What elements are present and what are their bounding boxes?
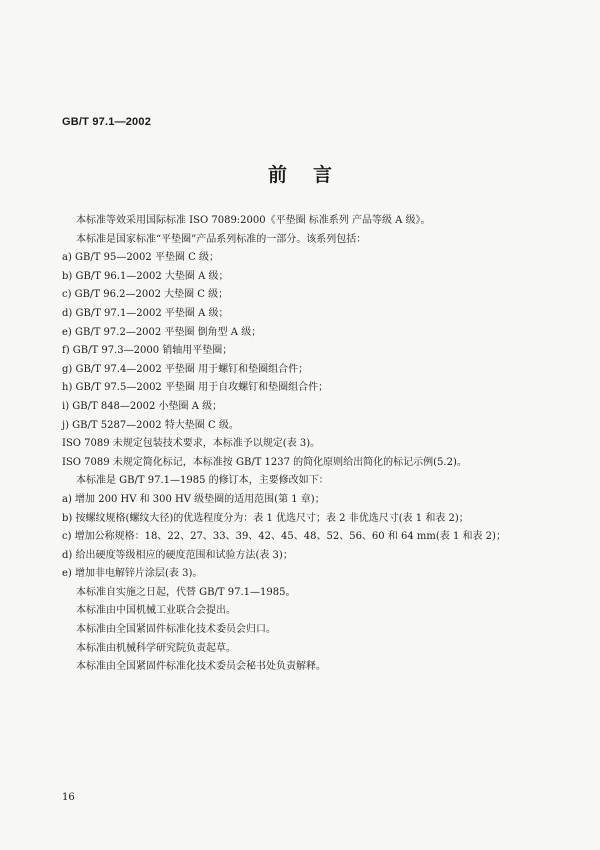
paragraph-line: 本标准由全国紧固件标准化技术委员会归口。 xyxy=(76,624,276,636)
list-item: e) GB/T 97.2—2002 平垫圈 倒角型 A 级； xyxy=(62,326,262,338)
standard-code: GB/T 97.1—2002 xyxy=(62,116,152,128)
list-item: h) GB/T 97.5—2002 平垫圈 用于自攻螺钉和垫圈组合件； xyxy=(62,382,329,394)
list-item: c) GB/T 96.2—2002 大垫圈 C 级； xyxy=(62,289,229,301)
paragraph-line: ISO 7089 未规定包装技术要求，本标准予以规定(表 3)。 xyxy=(62,438,321,450)
paragraph-line: 本标准由机械科学研究院负责起草。 xyxy=(76,642,236,654)
list-item: j) GB/T 5287—2002 特大垫圈 C 级。 xyxy=(62,419,239,431)
list-item: c) 增加公称规格：18、22、27、33、39、42、45、48、52、56、60 和 64 mm(表 1 和表 2)； xyxy=(62,531,506,543)
list-item: g) GB/T 97.4—2002 平垫圈 用于螺钉和垫圈组合件； xyxy=(62,363,309,375)
paragraph-line: 本标准自实施之日起，代替 GB/T 97.1—1985。 xyxy=(76,586,296,598)
preface-body xyxy=(62,212,562,677)
paragraph-line: 本标准是国家标准“平垫圈”产品系列标准的一部分。该系列包括： xyxy=(76,233,367,245)
list-item: i) GB/T 848—2002 小垫圈 A 级； xyxy=(62,400,223,412)
list-item: f) GB/T 97.3—2000 销轴用平垫圈； xyxy=(62,345,233,357)
paragraph-line: 本标准等效采用国际标准 ISO 7089:2000《平垫圈 标准系列 产品等级 A 级》。 xyxy=(76,215,431,226)
list-item: b) GB/T 96.1—2002 大垫圈 A 级； xyxy=(62,270,229,282)
paragraph-line: 本标准由中国机械工业联合会提出。 xyxy=(76,605,236,617)
paragraph-line: 本标准是 GB/T 97.1—1985 的修订本，主要修改如下： xyxy=(76,475,329,487)
list-item: d) GB/T 97.1—2002 平垫圈 A 级； xyxy=(62,307,229,319)
page-title: 前言 xyxy=(267,164,358,186)
paragraph-line: ISO 7089 未规定简化标记，本标准按 GB/T 1237 的简化原则给出简化的标记示例(5.2)。 xyxy=(62,456,467,468)
list-item: b) 按螺纹规格(螺纹大径)的优选程度分为：表 1 优选尺寸；表 2 非优选尺寸(表 1 和表 2)； xyxy=(62,512,469,524)
list-item: e) 增加非电解锌片涂层(表 3)。 xyxy=(62,568,203,580)
list-item: a) 增加 200 HV 和 300 HV 级垫圈的适用范围(第 1 章)； xyxy=(62,493,325,505)
page-number: 16 xyxy=(62,792,75,803)
list-item: a) GB/T 95—2002 平垫圈 C 级； xyxy=(62,252,219,264)
list-item: d) 给出硬度等级相应的硬度范围和试验方法(表 3)； xyxy=(62,549,293,561)
paragraph-line: 本标准由全国紧固件标准化技术委员会秘书处负责解释。 xyxy=(76,661,326,673)
